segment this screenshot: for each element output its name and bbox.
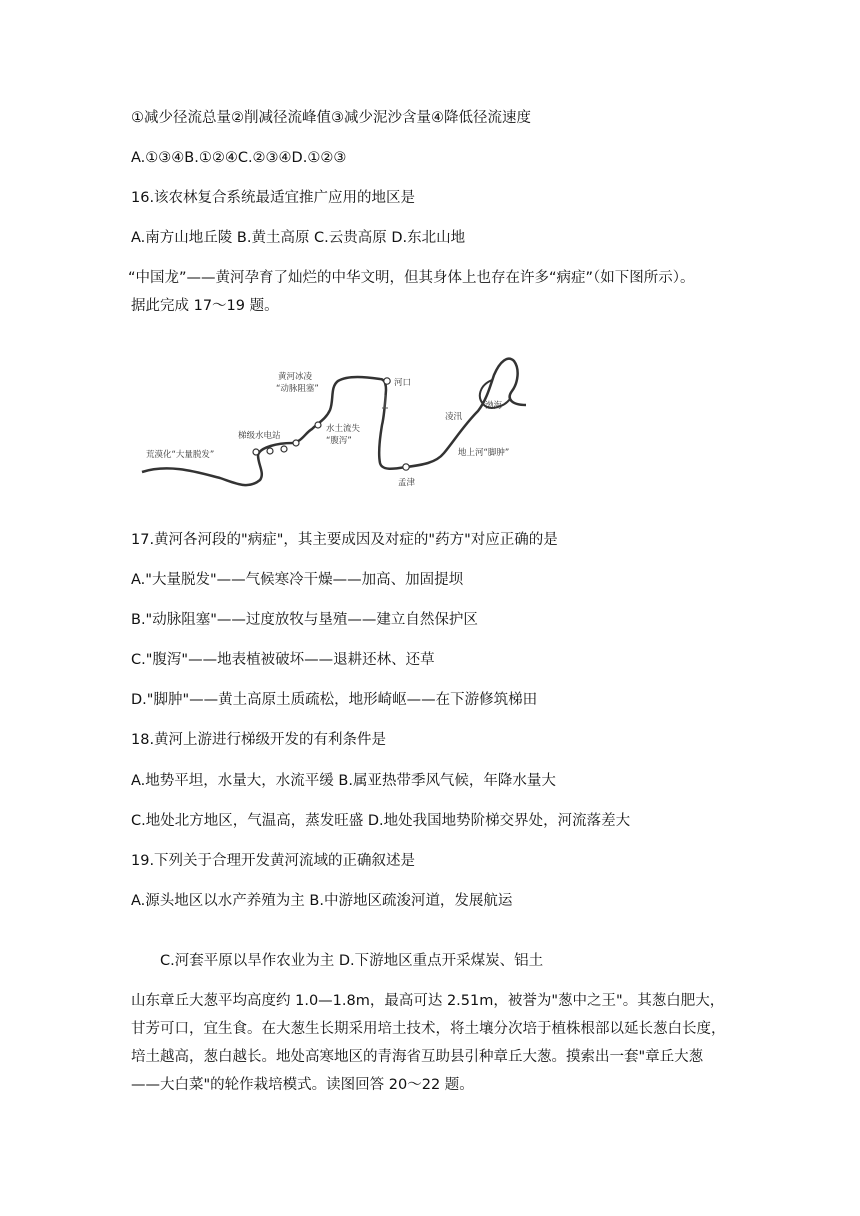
question-19: 19.下列关于合理开发黄河流域的正确叙述是 — [131, 853, 416, 869]
question-17-option-d: D."脚肿"——黄土高原土质疏松，地形崎岖——在下游修筑梯田 — [131, 692, 538, 708]
question-17: 17.黄河各河段的"病症"，其主要成因及对症的"药方"对应正确的是 — [131, 532, 558, 548]
passage-line-3: 培土越高，葱白越长。地处高寒地区的青海省互助县引种章丘大葱。摸索出一套"章丘大葱 — [131, 1049, 704, 1065]
question-18-options-ab: A.地势平坦，水量大，水流平缓 B.属亚热带季风气候，年降水量大 — [131, 773, 556, 789]
question-19-options-ab: A.源头地区以水产养殖为主 B.中游地区疏浚河道，发展航运 — [131, 893, 513, 909]
label-bohai: 渤海 — [485, 401, 503, 411]
label-lingxun: 凌汛 — [445, 412, 463, 422]
question-17-option-b: B."动脉阻塞"——过度放牧与垦殖——建立自然保护区 — [131, 612, 478, 628]
label-shuitu-1: 水土流失 — [326, 424, 361, 434]
label-shuitu-2: “腹泻” — [326, 436, 352, 446]
river-course — [142, 359, 526, 485]
question-19-options-cd: C.河套平原以旱作农业为主 D.下游地区重点开采煤炭、铝土 — [160, 953, 544, 969]
label-dishanghe: 地上河“脚肿” — [458, 448, 510, 458]
question-17-option-a: A."大量脱发"——气候寒冷干燥——加高、加固提坝 — [131, 572, 464, 588]
mengjin-marker — [403, 464, 409, 470]
label-hekou: 河口 — [394, 378, 412, 388]
answer-choices: A.①③④B.①②④C.②③④D.①②③ — [131, 150, 347, 166]
intro-text-line-1: “中国龙”——黄河孕育了灿烂的中华文明，但其身体上也存在许多“病症”（如下图所示）。 — [128, 270, 695, 286]
label-bingling-2: “动脉阻塞” — [276, 384, 319, 394]
intro-text-line-2: 据此完成 17～19 题。 — [131, 298, 279, 314]
question-18: 18.黄河上游进行梯级开发的有利条件是 — [131, 732, 387, 748]
question-17-option-c: C."腹泻"——地表植被破坏——退耕还林、还草 — [131, 652, 435, 668]
label-tiji: 梯级水电站 — [238, 431, 281, 441]
label-huangmo: 荒漠化“大量脱发” — [146, 450, 215, 460]
label-mengjin: 孟津 — [398, 478, 416, 488]
question-16-options: A.南方山地丘陵 B.黄土高原 C.云贵高原 D.东北山地 — [131, 230, 466, 246]
hekou-marker — [384, 378, 390, 384]
passage-line-4: ——大白菜"的轮作栽培模式。读图回答 20～22 题。 — [131, 1077, 474, 1093]
passage-line-2: 甘芳可口，宜生食。在大葱生长期采用培土技术，将土壤分次培于植株根部以延长葱白长度， — [131, 1021, 726, 1037]
yellow-river-diagram — [140, 345, 540, 505]
passage-line-1: 山东章丘大葱平均高度约 1.0—1.8m，最高可达 2.51m，被誉为"葱中之王"。其葱白肥大， — [131, 993, 725, 1009]
label-bingling-1: 黄河冰凌 — [278, 372, 313, 382]
option-list-line: ①减少径流总量②削减径流峰值③减少泥沙含量④降低径流速度 — [131, 110, 531, 126]
question-18-options-cd: C.地处北方地区，气温高，蒸发旺盛 D.地处我国地势阶梯交界处，河流落差大 — [131, 813, 631, 829]
question-16: 16.该农林复合系统最适宜推广应用的地区是 — [131, 190, 416, 206]
